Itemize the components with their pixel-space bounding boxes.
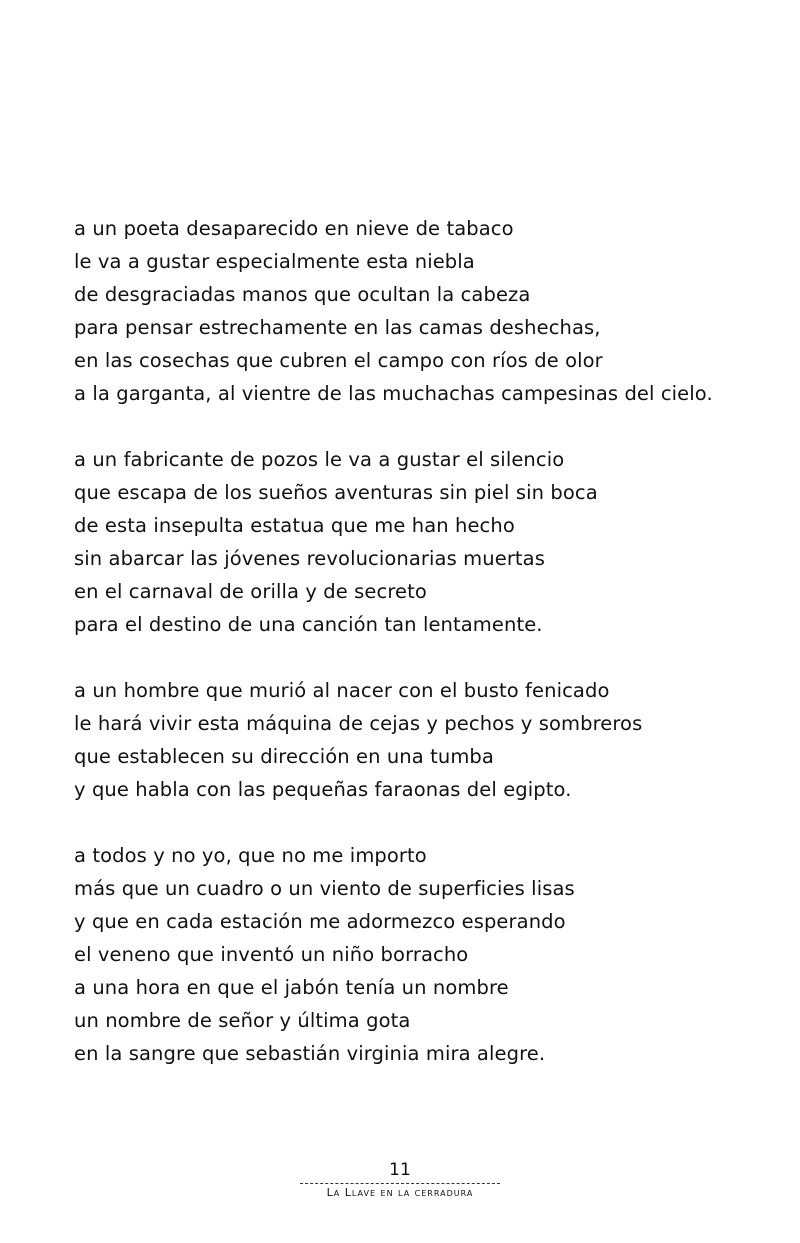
poem-line: le va a gustar especialmente esta niebla <box>74 250 475 273</box>
poem-line: de esta insepulta estatua que me han hecho <box>74 514 515 537</box>
poem-line: a un hombre que murió al nacer con el busto fenicado <box>74 679 610 702</box>
poem-line: a una hora en que el jabón tenía un nombre <box>74 976 509 999</box>
poem-line: a todos y no yo, que no me importo <box>74 844 427 867</box>
poem-line: que establecen su dirección en una tumba <box>74 745 494 768</box>
poem-line: un nombre de señor y última gota <box>74 1009 411 1032</box>
stanza-1 <box>74 212 774 410</box>
poem-line: sin abarcar las jóvenes revolucionarias muertas <box>74 547 545 570</box>
book-title: La Llave en la cerradura <box>326 1186 474 1199</box>
poem-line: en el carnaval de orilla y de secreto <box>74 580 427 603</box>
poem-line: más que un cuadro o un viento de superficies lisas <box>74 877 575 900</box>
poem-line: que escapa de los sueños aventuras sin piel sin boca <box>74 481 598 504</box>
poem-line: para pensar estrechamente en las camas deshechas, <box>74 316 601 339</box>
poem-line: de desgraciadas manos que ocultan la cabeza <box>74 283 531 306</box>
stanza-4 <box>74 839 774 1070</box>
poem-line: le hará vivir esta máquina de cejas y pechos y sombreros <box>74 712 643 735</box>
poem-line: en la sangre que sebastián virginia mira alegre. <box>74 1042 546 1065</box>
page-number: 11 <box>389 1160 411 1180</box>
stanza-3 <box>74 674 774 806</box>
poem-line: y que habla con las pequeñas faraonas del egipto. <box>74 778 572 801</box>
page-footer <box>0 1160 800 1200</box>
poem-line: a un fabricante de pozos le va a gustar el silencio <box>74 448 565 471</box>
poem-line: el veneno que inventó un niño borracho <box>74 943 469 966</box>
poem-line: a la garganta, al vientre de las muchachas campesinas del cielo. <box>74 382 713 405</box>
poem-line: para el destino de una canción tan lentamente. <box>74 613 543 636</box>
poem-line: a un poeta desaparecido en nieve de tabaco <box>74 217 514 240</box>
stanza-2 <box>74 443 774 641</box>
poem-line: y que en cada estación me adormezco esperando <box>74 910 566 933</box>
poem-line: en las cosechas que cubren el campo con ríos de olor <box>74 349 603 372</box>
footer-divider <box>300 1183 500 1184</box>
poem-body <box>74 212 774 1103</box>
